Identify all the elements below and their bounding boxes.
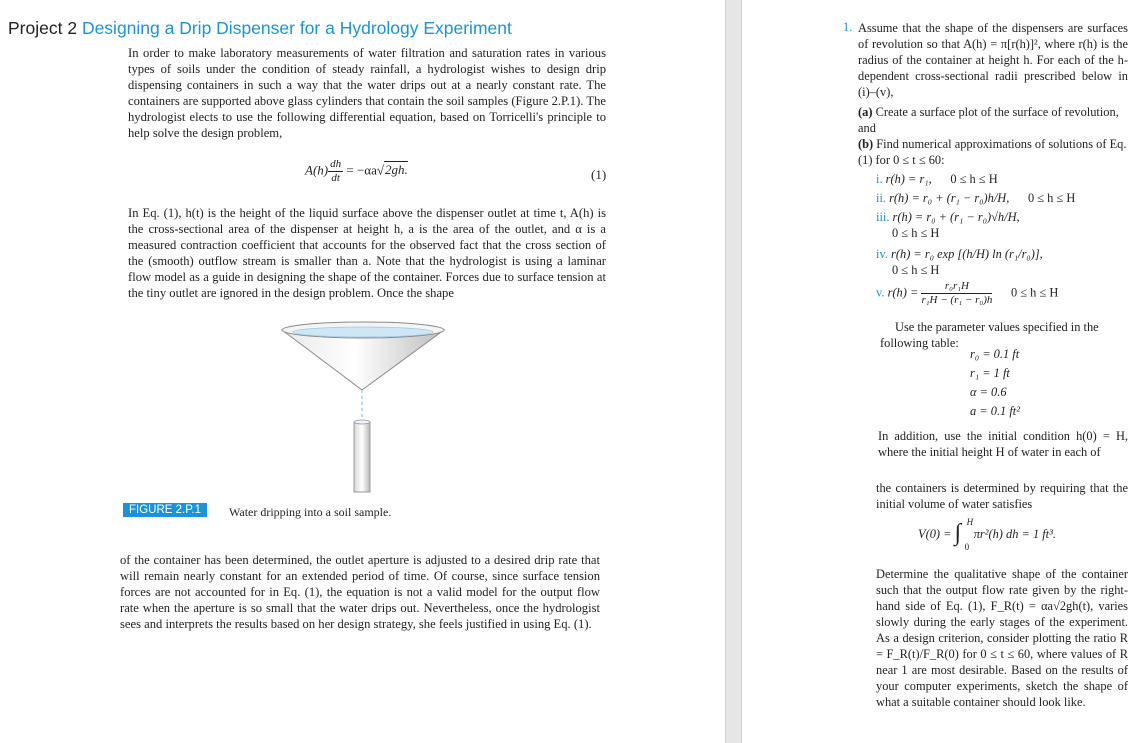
volume-intro-text: the containers is determined by requiring that the initial volume of water satisfies xyxy=(876,481,1128,511)
subitem-iii xyxy=(876,210,1020,225)
subitem-ii-domain: 0 ≤ h ≤ H xyxy=(1027,191,1076,205)
subitem-v-num: v. xyxy=(876,285,885,300)
part-a-text: Create a surface plot of the surface of revolution, and xyxy=(858,105,1119,135)
subitem-iv-num: iv. xyxy=(876,247,888,261)
subitem-ii-num: ii. xyxy=(876,191,886,205)
param-alpha: α = 0.6 xyxy=(970,385,1007,399)
final-task-text: Determine the qualitative shape of the container such that the output flow rate given by the right-hand side of Eq. (1), F_R(t) = αa√2gh(t), varies slowly during the early stages of the experiment. As a design criterion, consider plotting the ratio R = F_R(t)/F_R(0) for 0 ≤ t ≤ 60, where values of R near 1 are most desirable. Based on the results of your computer experiments, sketch the shape of what a suitable container should look like. xyxy=(876,567,1128,709)
subitem-iv-domain-line xyxy=(892,263,939,278)
part-a xyxy=(858,104,1128,136)
question-text: Assume that the shape of the dispensers are surfaces of revolution so that A(h) = π[r(h)]², where r(h) is the radius of the container at height h. For each of the h-dependent cross-sectional radii prescribed below in (i)–(v), xyxy=(858,21,1128,99)
project-title xyxy=(8,18,512,39)
subitem-iii-domain: 0 ≤ h ≤ H xyxy=(892,226,940,240)
param-intro: Use the parameter values specified in the following table: xyxy=(880,320,1099,350)
integral-lower: 0 xyxy=(964,542,970,552)
part-a-label: (a) xyxy=(858,105,873,119)
subitem-ii-expr: r(h) = r₀ + (r₁ − r₀)h/H, xyxy=(889,191,1010,205)
param-r0: r₀ = 0.1 ft xyxy=(970,347,1020,361)
subitem-v-numerator: r₀r₁H xyxy=(921,280,992,294)
page-gutter xyxy=(725,0,742,743)
subitem-v-lhs: r(h) = xyxy=(887,285,919,300)
volume-lhs: V(0) = xyxy=(918,526,952,541)
explanation-paragraph: In Eq. (1), h(t) is the height of the liquid surface above the dispenser outlet at time t, A(h) is the cross-sectional area of the dispenser at height h, a is the area of the outlet, and α is a measured contraction coefficient that accounts for the observed fact that the cross section of the (smooth) outflow stream is smaller than a. Note that the hydrologist is using a laminar flow model as a guide in designing the shape of the container. Forces due to surface tension at the tiny outlet are ignored in the design problem. Once the shape xyxy=(128,206,606,300)
param-r1: r₁ = 1 ft xyxy=(970,366,1010,380)
volume-rhs: πr²(h) dh = 1 ft³. xyxy=(973,526,1056,541)
subitem-i-num: i. xyxy=(876,172,883,186)
subitem-iii-domain-line xyxy=(892,226,939,241)
project-label: Project 2 xyxy=(8,18,78,38)
equation-rhs: = −αa xyxy=(346,162,377,178)
part-b-text: Find numerical approximations of solutions of Eq. (1) for 0 ≤ t ≤ 60: xyxy=(858,137,1127,167)
part-b xyxy=(858,136,1128,168)
subitem-ii xyxy=(876,191,1075,206)
initial-condition-text: In addition, use the initial condition h(0) = H, where the initial height H of water in each of xyxy=(878,429,1128,459)
equation-1: A(h) $\frac{dh}{dt}$ = −αa√2gh. xyxy=(305,158,408,184)
equation-numerator: dh xyxy=(330,158,342,170)
funnel-cone xyxy=(282,330,444,390)
subitem-iii-expr: r(h) = r₀ + (r₁ − r₀)√h/H, xyxy=(892,210,1020,224)
subitem-v-fraction xyxy=(921,280,992,307)
subitem-v-denominator: r₁H − (r₁ − r₀)h xyxy=(921,294,993,306)
figure-caption: Water dripping into a soil sample. xyxy=(229,505,392,519)
subitem-iv-domain: 0 ≤ h ≤ H xyxy=(892,263,940,277)
subitem-iv-expr: r(h) = r₀ exp [(h/H) ln (r₁/r₀)], xyxy=(891,247,1043,261)
question-number: 1. xyxy=(843,20,853,34)
param-a: a = 0.1 ft² xyxy=(970,404,1020,418)
subitem-i-expr: r(h) = r₁, xyxy=(885,172,932,186)
integral-upper: H xyxy=(966,517,974,527)
integral-sign: ∫ H 0 xyxy=(954,517,974,552)
equation-number: (1) xyxy=(591,167,607,182)
intro-paragraph: In order to make laboratory measurements of water filtration and saturation rates in various types of soils under the condition of steady rainfall, a hydrologist wishes to design drip dispensing containers in such a way that the water drips out at a nearly constant rate. The containers are supported above glass cylinders that contain the soil samples (Figure 2.P.1). The hydrologist elects to use the following differential equation, based on Torricelli's principle to help solve the design problem, xyxy=(128,46,606,140)
subitem-iv xyxy=(876,247,1043,262)
equation-fraction xyxy=(328,158,343,185)
subitem-v-domain: 0 ≤ h ≤ H xyxy=(1010,285,1059,300)
drip-dispenser-figure xyxy=(280,316,448,496)
equation-denominator: dt xyxy=(331,172,340,184)
part-b-label: (b) xyxy=(858,137,874,151)
subitem-iii-num: iii. xyxy=(876,210,890,224)
volume-equation xyxy=(918,517,1056,552)
cylinder-top xyxy=(354,420,370,424)
subitem-v xyxy=(876,280,1058,307)
subitem-i-domain: 0 ≤ h ≤ H xyxy=(950,172,998,186)
equation-lhs: A(h) xyxy=(305,162,329,178)
figure-label: FIGURE 2.P.1 xyxy=(123,503,207,517)
continuation-paragraph: of the container has been determined, the outlet aperture is adjusted to a desired drip rate that will remain nearly constant for an extended period of time. Of course, since surface tension forces are not accounted for in Eq. (1), the equation is not a valid model for the output flow rate when the aperture is so small that the water drips out. Nevertheless, once the hydrologist sees and interprets the results based on her design strategy, she feels justified in using Eq. (1). xyxy=(120,553,600,631)
project-title-text: Designing a Drip Dispenser for a Hydrology Experiment xyxy=(81,18,512,38)
equation-sqrt: 2gh. xyxy=(385,162,408,178)
soil-cylinder xyxy=(354,422,370,492)
funnel-water xyxy=(293,327,433,337)
subitem-i xyxy=(876,172,998,187)
parameter-table xyxy=(970,345,1020,421)
